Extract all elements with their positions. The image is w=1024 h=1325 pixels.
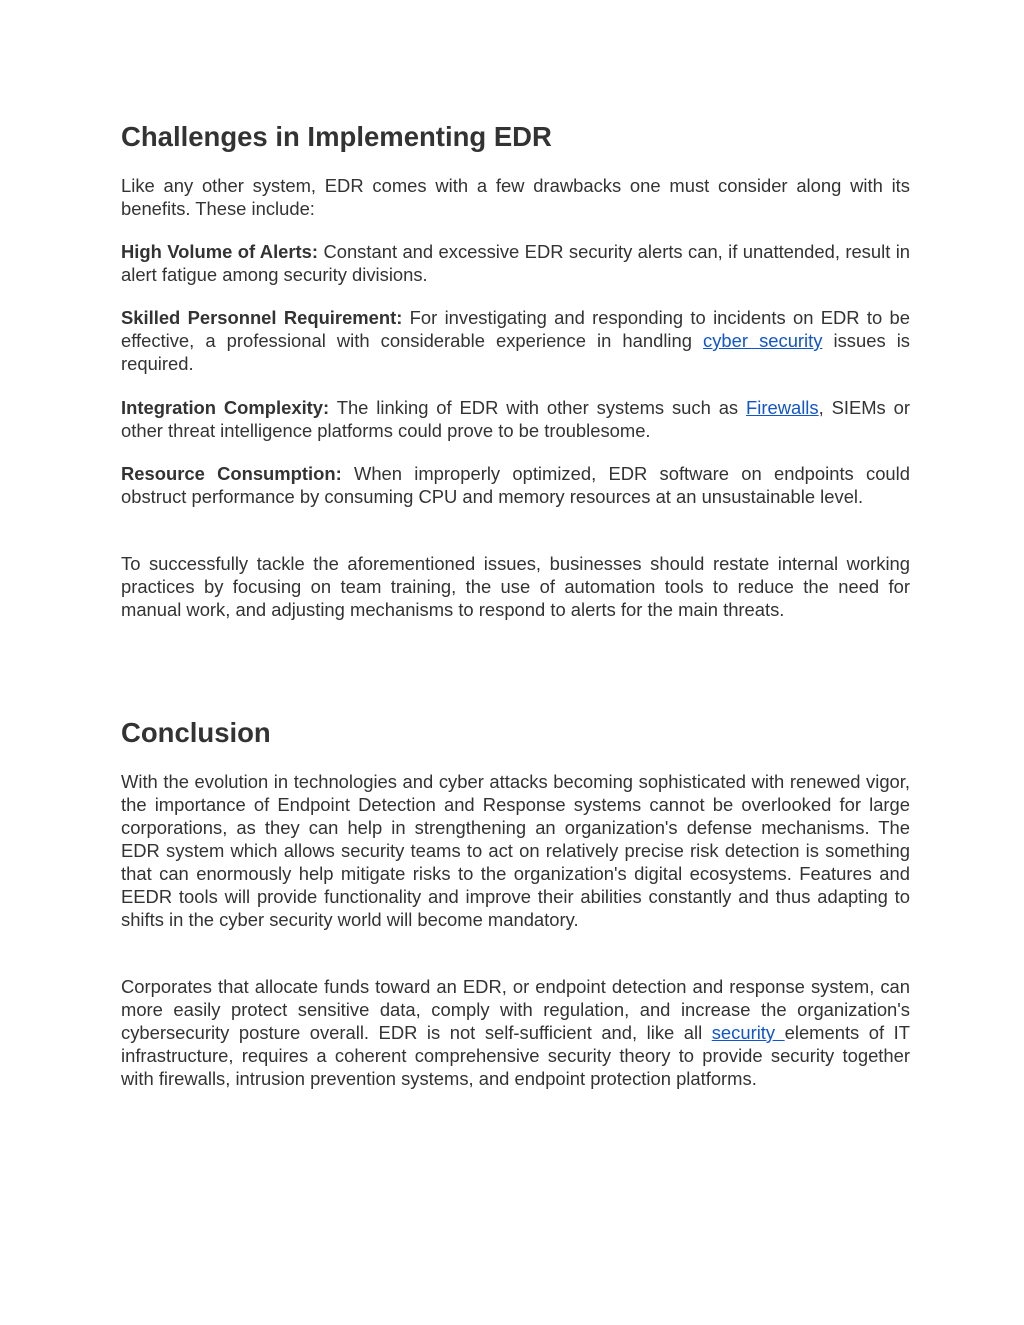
firewalls-link[interactable]: Firewalls	[746, 397, 819, 418]
item-text: Constant and excessive EDR security alerts can, if unattended, result in alert fatigue among security divisions.	[121, 241, 911, 285]
item-skilled-personnel	[121, 306, 910, 375]
conclusion-paragraph-1: With the evolution in technologies and cyber attacks becoming sophisticated with renewed vigor, the importance of Endpoint Detection and Response systems cannot be overlooked for large corporations, as they can help in strengthening an organization's defense mechanisms. The EDR system which allows security teams to act on relatively precise risk detection is something that can enormously help mitigate risks to the organization's digital ecosystems. Features and EEDR tools will provide functionality and improve their abilities constantly and thus adapting to shifts in the cyber security world will become mandatory.	[121, 771, 910, 930]
item-text-after: issues is required.	[121, 330, 910, 374]
paragraph-text: Corporates that allocate funds toward an EDR, or endpoint detection and response system, can more easily protect sensitive data, comply with regulation, and increase the organization's cybersecurity posture overall. EDR is not self-sufficient and, like all	[121, 976, 910, 1043]
conclusion-paragraph-2	[121, 975, 910, 1090]
closing-paragraph: To successfully tackle the aforementioned issues, businesses should restate internal working practices by focusing on team training, the use of automation tools to reduce the need for manual work, and adjusting mechanisms to respond to alerts for the main threats.	[121, 553, 910, 620]
item-high-volume-alerts	[121, 240, 910, 286]
item-text: When improperly optimized, EDR software on endpoints could obstruct performance by consuming CPU and memory resources at an unsustainable level.	[121, 463, 910, 507]
item-integration-complexity	[121, 396, 910, 442]
item-resource-consumption	[121, 462, 910, 508]
item-text-after: , SIEMs or other threat intelligence platforms could prove to be troublesome.	[121, 397, 910, 441]
item-term: High Volume of Alerts:	[121, 241, 319, 262]
section-heading-conclusion: Conclusion	[121, 717, 271, 748]
intro-paragraph: Like any other system, EDR comes with a few drawbacks one must consider along with its benefits. These include:	[121, 175, 910, 219]
item-term: Integration Complexity:	[121, 397, 330, 418]
item-text: For investigating and responding to incidents on EDR to be effective, a professional with considerable experience in handling	[121, 307, 910, 351]
item-term: Skilled Personnel Requirement:	[121, 307, 403, 328]
paragraph-text-after: elements of IT infrastructure, requires a coherent comprehensive security theory to provide security together with firewalls, intrusion prevention systems, and endpoint protection platforms.	[121, 1022, 910, 1089]
section-heading-challenges: Challenges in Implementing EDR	[121, 121, 552, 152]
item-text: The linking of EDR with other systems such as	[329, 397, 747, 418]
item-term: Resource Consumption:	[121, 463, 342, 484]
cyber-security-link[interactable]: cyber security	[703, 330, 823, 351]
security-link[interactable]: security	[711, 1022, 785, 1043]
